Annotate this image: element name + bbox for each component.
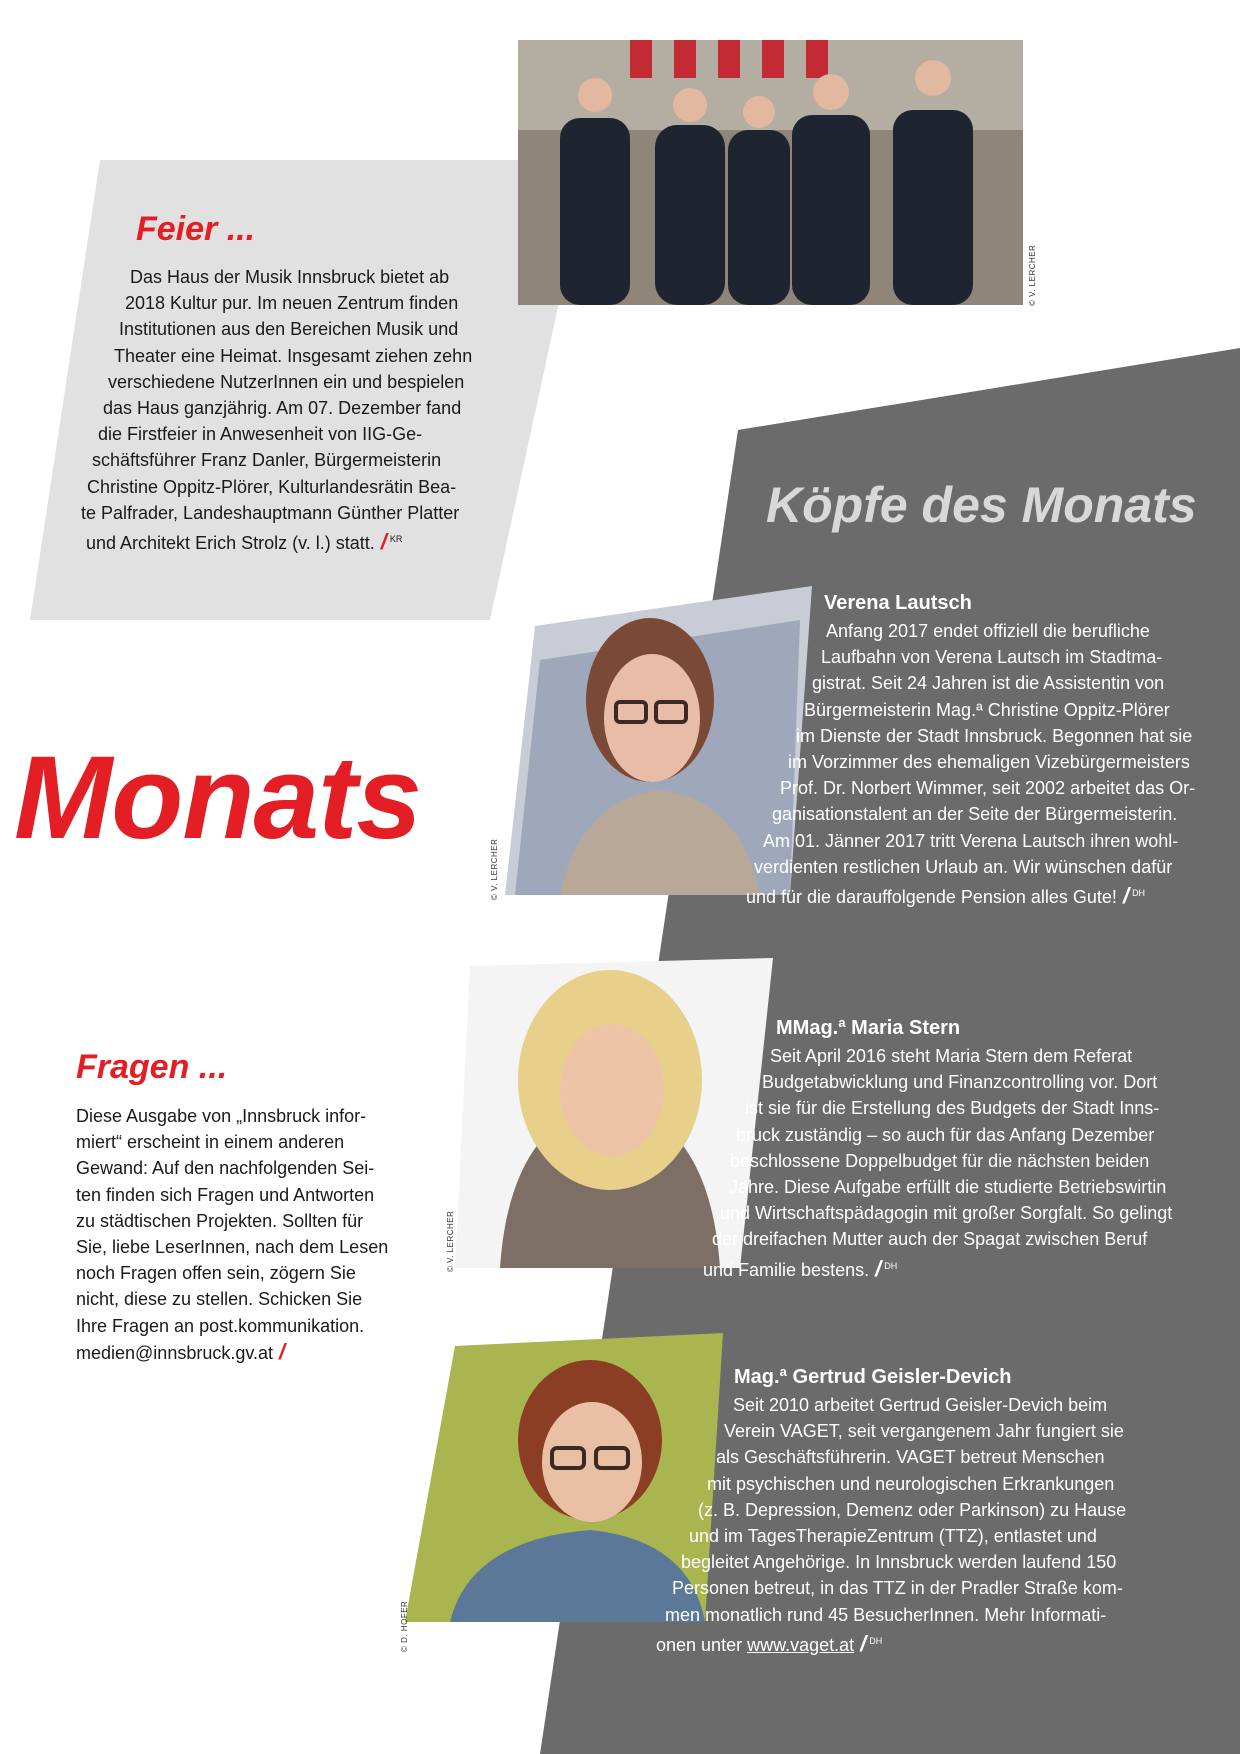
feier-line: Das Haus der Musik Innsbruck bietet ab xyxy=(130,267,450,287)
person-line: und Wirtschaftspädagogin mit großer Sorgfalt. So gelingt xyxy=(720,1203,1173,1224)
person-line: Seit 2010 arbeitet Gertrud Geisler-Devich beim xyxy=(733,1395,1108,1415)
feier-line: Theater eine Heimat. Insgesamt ziehen zehn xyxy=(114,345,473,366)
person-line-last xyxy=(703,1253,1172,1283)
person-name: MMag.ª Maria Stern xyxy=(776,1017,961,1039)
feier-title: Feier ... xyxy=(136,210,256,248)
person-line: Seit April 2016 steht Maria Stern dem Referat xyxy=(770,1046,1133,1066)
person-line: Prof. Dr. Norbert Wimmer, seit 2002 arbeitet das Or- xyxy=(780,778,1196,799)
person-text-verena xyxy=(0,618,1195,910)
person-line: onen unter xyxy=(656,1634,743,1655)
person-line: beschlossene Doppelbudget für die nächsten beiden xyxy=(730,1150,1150,1171)
person-line: ist sie für die Erstellung des Budgets der Stadt Inns- xyxy=(745,1098,1160,1119)
end-mark-icon: / xyxy=(875,1255,882,1281)
feier-line: Christine Oppitz-Plörer, Kulturlandesrätin Bea- xyxy=(87,476,457,497)
feier-line-last xyxy=(86,526,472,556)
big-title-word: Monats xyxy=(14,732,421,864)
person-line: und Familie bestens. xyxy=(703,1259,870,1280)
fragen-line: zu städtischen Projekten. Sollten für xyxy=(76,1210,364,1231)
group-photo xyxy=(518,40,1023,305)
fragen-title: Fragen ... xyxy=(76,1048,228,1086)
person-line: der dreifachen Mutter auch der Spagat zwischen Beruf xyxy=(712,1229,1148,1250)
fragen-line: Diese Ausgabe von „Innsbruck infor- xyxy=(76,1106,367,1126)
person-line: bruck zuständig – so auch für das Anfang Dezember xyxy=(736,1124,1155,1145)
fragen-line: medien@innsbruck.gv.at xyxy=(76,1342,274,1363)
feier-line: schäftsführer Franz Danler, Bürgermeisterin xyxy=(92,450,442,471)
author-tag: DH xyxy=(1132,888,1146,899)
person-line: Laufbahn von Verena Lautsch im Stadtma- xyxy=(821,647,1163,668)
person-line: Jahre. Diese Aufgabe erfüllt die studierte Betriebswirtin xyxy=(729,1177,1167,1198)
person-line: verdienten restlichen Urlaub an. Wir wünschen dafür xyxy=(754,856,1173,877)
feier-line: das Haus ganzjährig. Am 07. Dezember fand xyxy=(103,398,462,419)
person-line: (z. B. Depression, Demenz oder Parkinson) zu Hause xyxy=(698,1499,1127,1520)
gertrud-photo-credit: © D. HOFER xyxy=(400,1600,409,1652)
person-line: Bürgermeisterin Mag.ª Christine Oppitz-Plörer xyxy=(804,699,1170,720)
feier-line: Institutionen aus den Bereichen Musik und xyxy=(119,319,459,340)
end-mark-icon: / xyxy=(860,1630,867,1656)
person-name: Mag.ª Gertrud Geisler-Devich xyxy=(734,1366,1012,1388)
end-mark-icon: / xyxy=(1122,883,1130,909)
person-line: Am 01. Jänner 2017 tritt Verena Lautsch ihren wohl- xyxy=(763,830,1179,851)
end-mark-icon: / xyxy=(279,1338,286,1364)
person-line: Budgetabwicklung und Finanzcontrolling vor. Dort xyxy=(762,1072,1158,1093)
person-text-gertrud xyxy=(0,1392,1126,1658)
person-line-last xyxy=(656,1628,1126,1658)
fragen-line: ten finden sich Fragen und Antworten xyxy=(76,1184,375,1205)
person-line: als Geschäftsführerin. VAGET betreut Menschen xyxy=(716,1447,1105,1468)
feier-line: te Palfrader, Landeshauptmann Günther Platter xyxy=(81,502,460,523)
fragen-line: miert“ erscheint in einem anderen xyxy=(76,1132,345,1153)
verena-photo-credit: © V. LERCHER xyxy=(490,838,499,900)
person-name: Verena Lautsch xyxy=(824,592,972,614)
person-line: gistrat. Seit 24 Jahren ist die Assistentin von xyxy=(812,673,1165,694)
author-tag: DH xyxy=(869,1635,883,1646)
person-line: im Dienste der Stadt Innsbruck. Begonnen hat sie xyxy=(796,725,1193,746)
person-line: Anfang 2017 endet offiziell die berufliche xyxy=(826,621,1150,641)
fragen-line: Sie, liebe LeserInnen, nach dem Lesen xyxy=(76,1237,389,1258)
person-line: men monatlich rund 45 BesucherInnen. Mehr Informati- xyxy=(665,1604,1107,1625)
author-tag: DH xyxy=(884,1260,898,1271)
person-line: Verein VAGET, seit vergangenem Jahr fungiert sie xyxy=(724,1421,1124,1442)
feier-line: verschiedene NutzerInnen ein und bespielen xyxy=(108,371,465,392)
person-line: und für die darauffolgende Pension alles Gute! xyxy=(746,887,1117,908)
fragen-line: Ihre Fragen an post.kommunikation. xyxy=(76,1315,365,1336)
maria-photo-credit: © V. LERCHER xyxy=(446,1210,455,1272)
person-line: und im TagesTherapieZentrum (TTZ), entlastet und xyxy=(689,1526,1097,1547)
end-mark-icon: / xyxy=(380,529,387,555)
fragen-line: Gewand: Auf den nachfolgenden Sei- xyxy=(76,1158,375,1179)
fragen-text xyxy=(76,1103,388,1366)
person-line-last xyxy=(746,880,1195,910)
feier-line: die Firstfeier in Anwesenheit von IIG-Ge- xyxy=(98,424,423,445)
feier-line: 2018 Kultur pur. Im neuen Zentrum finden xyxy=(125,293,459,314)
feier-line: und Architekt Erich Strolz (v. l.) statt. xyxy=(86,533,375,554)
person-line: im Vorzimmer des ehemaligen Vizebürgermeisters xyxy=(788,752,1190,773)
person-line: begleitet Angehörige. In Innsbruck werden laufend 150 xyxy=(681,1552,1117,1573)
person-line: mit psychischen und neurologischen Erkrankungen xyxy=(707,1473,1115,1494)
fragen-line: noch Fragen offen sein, zögern Sie xyxy=(76,1263,356,1284)
group-photo-credit: © V. LERCHER xyxy=(1028,244,1037,306)
fragen-line-last xyxy=(76,1339,388,1366)
person-line: ganisationstalent an der Seite der Bürgermeisterin. xyxy=(772,804,1178,825)
fragen-line: nicht, diese zu stellen. Schicken Sie xyxy=(76,1289,363,1310)
author-tag: KR xyxy=(389,534,403,545)
feier-text xyxy=(0,264,472,556)
vaget-link[interactable]: www.vaget.at xyxy=(747,1634,855,1655)
section-heading: Köpfe des Monats xyxy=(766,477,1197,533)
person-line: Personen betreut, in das TTZ in der Pradler Straße kom- xyxy=(672,1578,1123,1599)
